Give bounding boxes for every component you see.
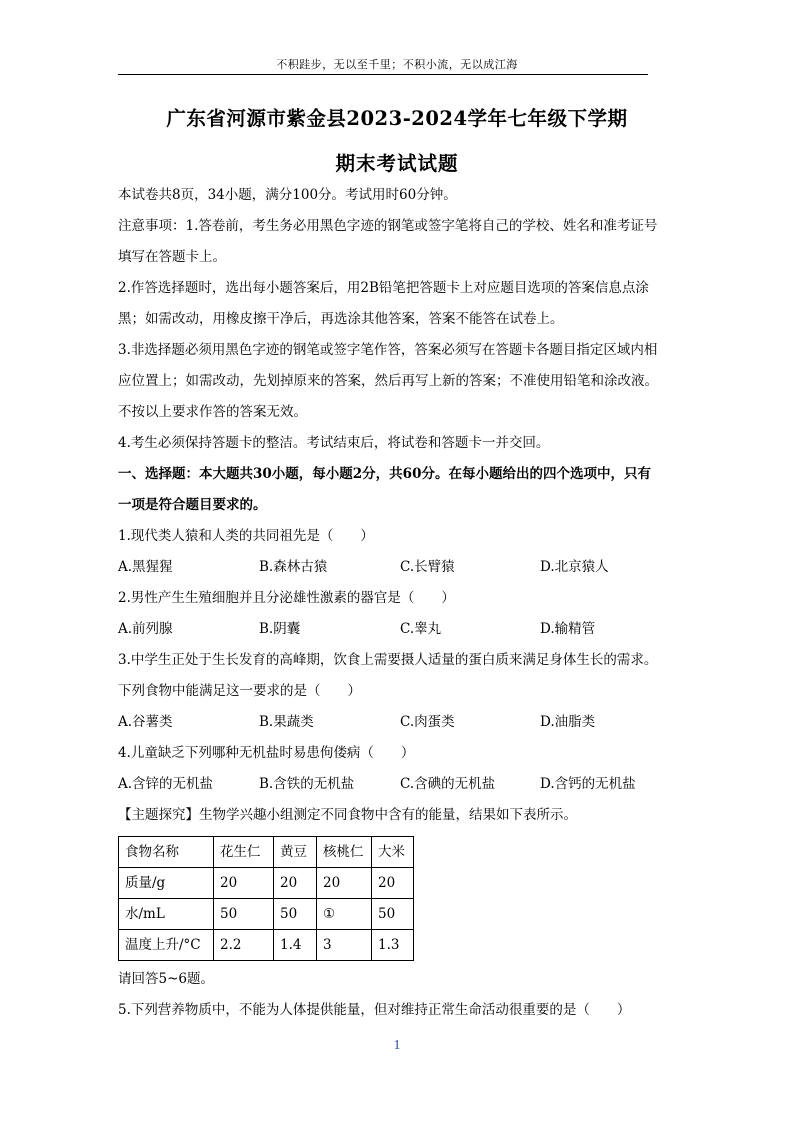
- table-cell: 1.3: [372, 930, 414, 961]
- question-3-options: [118, 707, 678, 738]
- option-c: C.长臂猿: [400, 559, 455, 575]
- option-d: D.含钙的无机盐: [540, 776, 636, 792]
- table-row: [119, 868, 414, 899]
- question-4-stem: 4.儿童缺乏下列哪种无机盐时易患佝偻病（ ）: [118, 745, 415, 761]
- notes-line: 不按以上要求作答的答案无效。: [118, 404, 307, 420]
- document-body: [118, 180, 678, 1026]
- table-cell: 核桃仁: [317, 837, 372, 868]
- question-2-options: [118, 614, 678, 645]
- question-1-stem: 1.现代类人猿和人类的共同祖先是（ ）: [118, 528, 374, 544]
- question-1-options: [118, 552, 678, 583]
- table-cell: 质量/g: [119, 868, 214, 899]
- header-divider: [118, 74, 648, 75]
- option-b: B.果蔬类: [259, 714, 314, 730]
- option-d: D.油脂类: [540, 714, 596, 730]
- header-motto: 不积跬步，无以至千里；不积小流，无以成江海: [276, 58, 518, 71]
- section-heading-cont: 一项是符合题目要求的。: [118, 497, 267, 513]
- table-row: [119, 837, 414, 868]
- option-c: C.睾丸: [400, 621, 442, 637]
- table-cell: 20: [214, 868, 274, 899]
- exam-intro: 本试卷共8页，34小题，满分100分。考试用时60分钟。: [118, 187, 457, 203]
- table-cell: 食物名称: [119, 837, 214, 868]
- option-d: D.输精管: [540, 621, 596, 637]
- question-5-stem: 5.下列营养物质中，不能为人体提供能量，但对维持正常生命活动很重要的是（ ）: [118, 1002, 631, 1018]
- option-a: A.前列腺: [118, 621, 173, 637]
- notes-line: 应位置上；如需改动，先划掉原来的答案，然后再写上新的答案；不准使用铅笔和涂改液。: [118, 373, 658, 389]
- option-b: B.阴囊: [259, 621, 301, 637]
- table-cell: 花生仁: [214, 837, 274, 868]
- table-cell: 50: [274, 899, 317, 930]
- table-cell: 50: [214, 899, 274, 930]
- notes-line: 填写在答题卡上。: [118, 249, 226, 265]
- question-3-stem: 3.中学生正处于生长发育的高峰期，饮食上需要摄人适量的蛋白质来满足身体生长的需求。: [118, 652, 658, 668]
- notes-line: 3.非选择题必须用黑色字迹的钢笔或签字笔作答，答案必须写在答题卡各题目指定区域内相: [118, 342, 658, 358]
- option-a: A.谷薯类: [118, 714, 173, 730]
- answer-prompt: 请回答5~6题。: [118, 971, 214, 987]
- table-cell: 大米: [372, 837, 414, 868]
- table-cell: 20: [372, 868, 414, 899]
- food-energy-table: [118, 836, 414, 961]
- option-a: A.黑猩猩: [118, 559, 173, 575]
- table-row: [119, 930, 414, 961]
- option-a: A.含锌的无机盐: [118, 776, 214, 792]
- table-cell: 温度上升/°C: [119, 930, 214, 961]
- question-3-stem-cont: 下列食物中能满足这一要求的是（ ）: [118, 683, 361, 699]
- option-b: B.含铁的无机盐: [259, 776, 355, 792]
- page-title: 广东省河源市紫金县2023-2024学年七年级下学期: [166, 107, 628, 130]
- page-number: 1: [393, 1038, 401, 1053]
- table-cell: ①: [317, 899, 372, 930]
- question-2-stem: 2.男性产生生殖细胞并且分泌雄性激素的器官是（ ）: [118, 590, 455, 606]
- question-4-options: [118, 769, 678, 800]
- table-cell: 2.2: [214, 930, 274, 961]
- table-row: [119, 899, 414, 930]
- option-b: B.森林古猿: [259, 559, 328, 575]
- table-cell: 50: [372, 899, 414, 930]
- section-heading: 一、选择题：本大题共30小题，每小题2分，共60分。在每小题给出的四个选项中，只有: [118, 466, 651, 482]
- table-cell: 1.4: [274, 930, 317, 961]
- option-d: D.北京猿人: [540, 559, 609, 575]
- theme-inquiry: 【主题探究】生物学兴趣小组测定不同食物中含有的能量，结果如下表所示。: [118, 807, 577, 823]
- option-c: C.含碘的无机盐: [400, 776, 496, 792]
- option-c: C.肉蛋类: [400, 714, 455, 730]
- table-cell: 20: [274, 868, 317, 899]
- table-cell: 20: [317, 868, 372, 899]
- page-subtitle: 期末考试试题: [335, 152, 459, 175]
- table-cell: 3: [317, 930, 372, 961]
- notes-line: 2.作答选择题时，选出每小题答案后，用2B铅笔把答题卡上对应题目选项的答案信息点涂: [118, 280, 649, 296]
- notes-line: 黑；如需改动，用橡皮擦干净后，再选涂其他答案，答案不能答在试卷上。: [118, 311, 564, 327]
- table-cell: 水/mL: [119, 899, 214, 930]
- notes-line: 4.考生必须保持答题卡的整洁。考试结束后，将试卷和答题卡一并交回。: [118, 435, 550, 451]
- notes-line: 注意事项：1.答卷前，考生务必用黑色字迹的钢笔或签字笔将自己的学校、姓名和准考证号: [118, 218, 658, 234]
- table-cell: 黄豆: [274, 837, 317, 868]
